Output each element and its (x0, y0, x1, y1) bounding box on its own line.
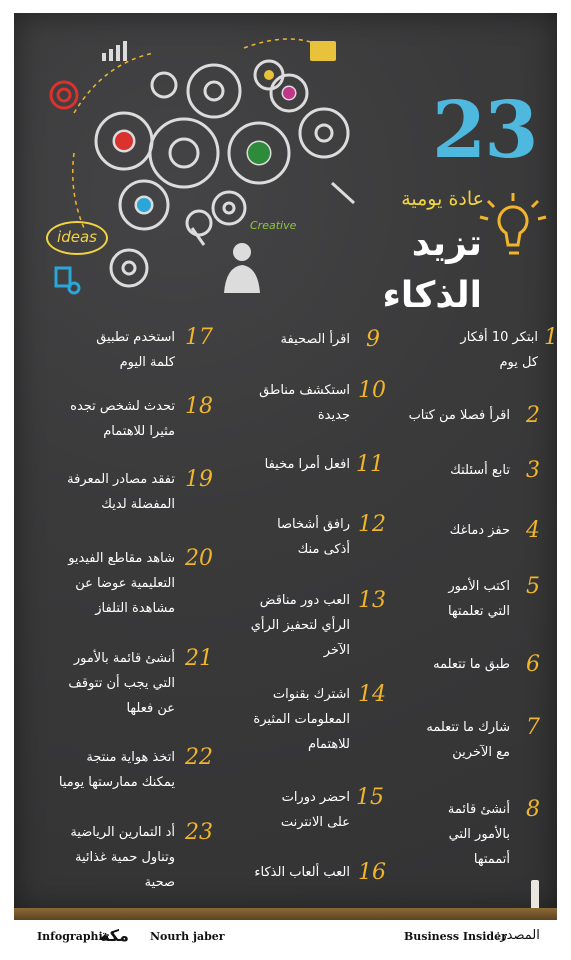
source-label: المصدر: (496, 928, 540, 943)
habit-number: 12 (358, 512, 386, 537)
habit-text: احضر دورات على الانترنت (280, 790, 350, 830)
habit-text: افعل أمرا مخيفا (264, 457, 350, 472)
infographic-label: Infographic (37, 930, 110, 943)
footer (0, 926, 571, 950)
habit-text: تحدث لشخص تجده مثيرا للاهتمام (70, 399, 175, 439)
habit-item (40, 325, 213, 375)
habit-number: 19 (185, 467, 213, 492)
creative-label: Creative (250, 219, 297, 232)
habit-item (40, 467, 213, 517)
habit-text: شارك ما تتعلمه مع الآخرين (426, 720, 510, 760)
habit-item (220, 452, 384, 477)
bar-chart-icon (102, 41, 127, 61)
habit-item (40, 546, 213, 621)
habit-item (40, 394, 213, 444)
habit-item (220, 378, 386, 428)
chalk-ledge (14, 908, 557, 920)
habit-text: شاهد مقاطع الفيديو التعليمية عوضا عن مشاهدة التلفاز (68, 551, 175, 616)
habit-text: العب ألعاب الذكاء (254, 865, 350, 880)
habit-text: طبق ما تتعلمه (433, 657, 510, 672)
hero-illustration (14, 13, 557, 316)
habit-number: 11 (356, 452, 384, 477)
habit-text: العب دور مناقض الرأي لتحفيز الرأي الآخر (250, 593, 350, 658)
habit-item (390, 403, 540, 428)
habit-number: 23 (185, 820, 213, 845)
habit-item (220, 588, 386, 663)
lightbulb-icon (480, 193, 546, 253)
habit-number: 21 (185, 646, 213, 671)
habit-text: اقرأ فصلا من كتاب (408, 408, 510, 423)
alert-book-icon (310, 41, 336, 61)
habit-number: 2 (526, 403, 540, 428)
habit-number: 22 (185, 745, 213, 770)
habit-item (418, 325, 558, 375)
target-icon (51, 82, 77, 108)
habit-number: 15 (356, 785, 384, 810)
habit-number: 6 (526, 652, 540, 677)
ideas-bubble: ideas (46, 221, 108, 255)
habit-text: اقرأ الصحيفة (280, 332, 350, 347)
habit-number: 16 (358, 860, 386, 885)
habit-item (220, 860, 386, 885)
habit-number: 8 (526, 797, 540, 822)
habit-number: 17 (185, 325, 213, 350)
habit-number: 9 (366, 327, 380, 352)
habit-number: 5 (526, 574, 540, 599)
habit-number: 1 (544, 325, 558, 350)
habit-number: 4 (526, 518, 540, 543)
chalk-piece (531, 880, 539, 908)
habit-text: تفقد مصادر المعرفة المفضلة لديك (67, 472, 175, 512)
habit-item (40, 745, 213, 795)
habit-number: 20 (185, 546, 213, 571)
habit-text: ابتكر 10 أفكار كل يوم (460, 330, 538, 370)
habit-text: استكشف مناطق جديدة (259, 383, 350, 423)
habit-text: أنشئ قائمة بالأمور التي أتممتها (447, 802, 510, 867)
habit-count: 23 (432, 85, 537, 176)
source-name: Business Insider (404, 930, 507, 943)
habit-number: 13 (358, 588, 386, 613)
habit-item (400, 652, 540, 677)
habit-text: اكتب الأمور التي تعلمتها (447, 579, 510, 619)
habit-item (40, 646, 213, 721)
person-laptop-icon (224, 243, 260, 293)
habit-text: اشترك بقنوات المعلومات المثيرة للاهتمام (253, 687, 350, 752)
habit-text: تابع أسئلتك (450, 463, 510, 478)
habit-text: استخدم تطبيق كلمة اليوم (96, 330, 175, 370)
habit-number: 3 (526, 458, 540, 483)
habit-text: رافق أشخاصا أذكى منك (277, 517, 350, 557)
habit-item (220, 785, 384, 835)
habit-text: أنشئ قائمة بالأمور التي يجب أن تتوقف عن فعلها (68, 651, 175, 716)
subtitle: عادة يومية (401, 188, 484, 210)
page-title: تزيد الذكاء (382, 223, 482, 316)
habit-text: اتخذ هواية منتجة يمكنك ممارستها يوميا (58, 750, 175, 790)
habit-number: 14 (358, 682, 386, 707)
habit-item (400, 797, 540, 872)
publisher-logo: مكة (100, 926, 129, 945)
habit-item (40, 820, 213, 895)
habit-item (400, 518, 540, 543)
habit-item (400, 574, 540, 624)
habit-text: أد التمارين الرياضية وتناول حمية غذائية صحية (70, 825, 175, 890)
habit-number: 7 (526, 715, 540, 740)
habit-item (400, 458, 540, 483)
habit-text: حفز دماغك (449, 523, 510, 538)
habit-item (220, 327, 380, 352)
habit-number: 10 (358, 378, 386, 403)
habit-number: 18 (185, 394, 213, 419)
document-search-icon (56, 268, 79, 293)
habit-item (220, 512, 386, 562)
habit-item (220, 682, 386, 757)
habit-item (400, 715, 540, 765)
author-name: Nourh jaber (150, 930, 225, 943)
